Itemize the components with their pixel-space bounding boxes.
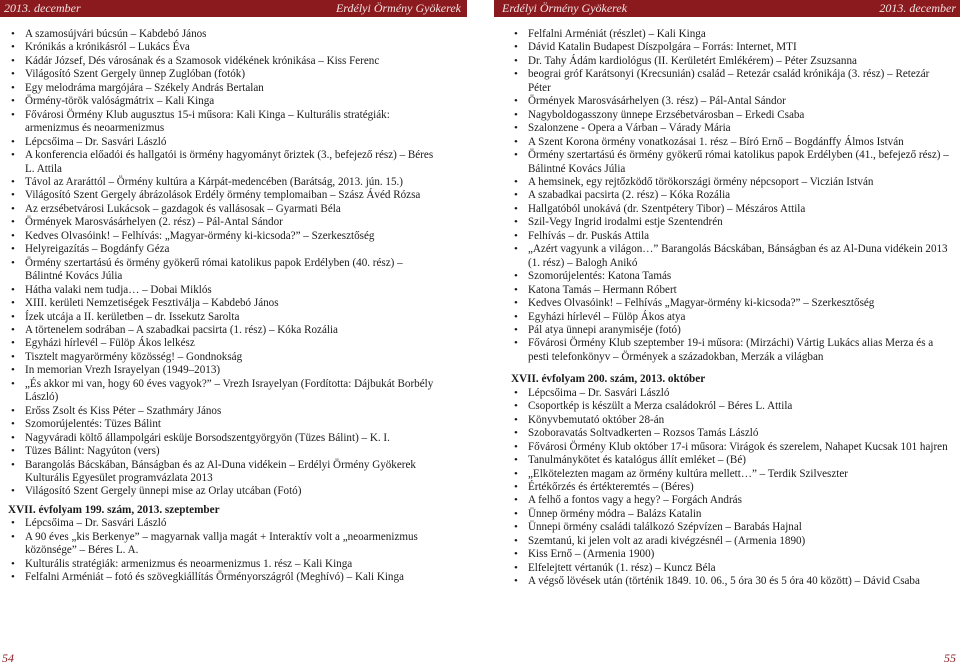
list-item: • Könyvbemutató október 28-án xyxy=(511,414,951,427)
list-item: • Szalonzene - Opera a Várban – Várady Mária xyxy=(511,122,951,135)
list-item: • Helyreigazítás – Bogdánfy Géza xyxy=(8,243,438,256)
list-item: • A 90 éves „kis Berkenye” – magyarnak vallja magát + Interaktív volt a „neoarmenizmus közönsége” – Béres L. A. xyxy=(8,531,438,558)
list-item: • Egyházi hírlevél – Fülöp Ákos lelkész xyxy=(8,337,438,350)
list-item: • Értékőrzés és értékteremtés – (Béres) xyxy=(511,481,951,494)
list-item: • Barangolás Bácskában, Bánságban és az Al-Duna vidékein – Erdélyi Örmény Gyökerek Kulturális Egyesület programvázlata 2013 xyxy=(8,459,438,486)
list-item: • Szomorújelentés: Tüzes Bálint xyxy=(8,418,438,431)
contents-list-left-1 xyxy=(8,28,438,499)
list-item: • Hátha valaki nem tudja… – Dobai Miklós xyxy=(8,284,438,297)
list-item: • Ízek utcája a II. kerületben – dr. Issekutz Sarolta xyxy=(8,311,438,324)
list-item: • Világosító Szent Gergely ünnep Zuglóban (fotók) xyxy=(8,68,438,81)
list-item: • Örmény szertartású és örmény gyökerű római katolikus papok Erdélyben (40. rész) – Bálintné Kovács Júlia xyxy=(8,257,438,284)
contents-list-right-1 xyxy=(511,28,951,364)
list-item: • Dr. Tahy Ádám kardiológus (II. Kerületért Emlékérem) – Péter Zsuzsanna xyxy=(511,55,951,68)
page-header-left xyxy=(0,0,467,17)
list-item: • Felfalni Arméniát – fotó és szövegkiállítás Örményországról (Meghívó) – Kali Kinga xyxy=(8,571,438,584)
list-item: • Nagyboldogasszony ünnepe Erzsébetvárosban – Erkedi Csaba xyxy=(511,109,951,122)
list-item: • Távol az Araráttól – Örmény kultúra a Kárpát-medencében (Barátság, 2013. jún. 15.) xyxy=(8,176,438,189)
list-item: • Fővárosi Örmény Klub augusztus 15-i műsora: Kali Kinga – Kulturális stratégiák: armenizmus és neoarmenizmus xyxy=(8,109,438,136)
list-item: • Fővárosi Örmény Klub szeptember 19-i műsora: (Mirzáchi) Vártig Lukács alias Merza és a pesti telefonkönyv – Örmények a századokban, Merzák a világban xyxy=(511,337,951,364)
page-header-right xyxy=(494,0,960,17)
list-item: • Tanulmánykötet és katalógus állít emléket – (Bé) xyxy=(511,454,951,467)
list-item: • Felhívás – dr. Puskás Attila xyxy=(511,230,951,243)
list-item: • Ünnepi örmény családi találkozó Szépvízen – Barabás Hajnal xyxy=(511,521,951,534)
list-item: • Örmény szertartású és örmény gyökerű római katolikus papok Erdélyben (41., befejező rész) – Bálintné Kovács Júlia xyxy=(511,149,951,176)
list-item: • Elfelejtett vértanúk (1. rész) – Kuncz Béla xyxy=(511,562,951,575)
list-item: • Világosító Szent Gergely ábrázolások Erdély örmény templomaiban – Szász Ávéd Rózsa xyxy=(8,189,438,202)
page-number-left: 54 xyxy=(2,651,14,665)
header-date-left: 2013. december xyxy=(4,1,81,15)
list-item: • Lépcsőima – Dr. Sasvári László xyxy=(8,517,438,530)
list-item: • A hemsinek, egy rejtőzködő törökországi örmény népcsoport – Viczián István xyxy=(511,176,951,189)
list-item: • Tisztelt magyarörmény közösség! – Gondnokság xyxy=(8,351,438,364)
list-item: • Csoportkép is készült a Merza családokról – Béres L. Attila xyxy=(511,400,951,413)
list-item: • Kedves Olvasóink! – Felhívás: „Magyar-örmény ki-kicsoda?” – Szerkesztőség xyxy=(8,230,438,243)
list-item: • beograi gróf Karátsonyi (Krecsunián) család – Retezár család krónikája (3. rész) – Retezár Péter xyxy=(511,68,951,95)
list-item: • Fővárosi Örmény Klub október 17-i műsora: Virágok és szerelem, Nahapet Kucsak 101 hajren xyxy=(511,441,951,454)
list-item: • Felfalni Arméniát (részlet) – Kali Kinga xyxy=(511,28,951,41)
list-item: • „Elkötelezten magam az örmény kultúra mellett…” – Terdik Szilveszter xyxy=(511,468,951,481)
list-item: • Lépcsőima – Dr. Sasvári László xyxy=(8,136,438,149)
list-item: • „És akkor mi van, hogy 60 éves vagyok?” – Vrezh Israyelyan (Fordította: Dájbukát Borbély László) xyxy=(8,378,438,405)
list-item: • A szamosújvári búcsún – Kabdebó János xyxy=(8,28,438,41)
list-item: • Világosító Szent Gergely ünnepi mise az Orlay utcában (Fotó) xyxy=(8,485,438,498)
issue-heading-199: XVII. évfolyam 199. szám, 2013. szeptember xyxy=(8,503,220,516)
list-item: • Ünnep örmény módra – Balázs Katalin xyxy=(511,508,951,521)
list-item: • Tüzes Bálint: Nagyúton (vers) xyxy=(8,445,438,458)
list-item: • Pál atya ünnepi aranymiséje (fotó) xyxy=(511,324,951,337)
list-item: • Lépcsőima – Dr. Sasvári László xyxy=(511,387,951,400)
list-item: • Dávid Katalin Budapest Díszpolgára – Forrás: Internet, MTI xyxy=(511,41,951,54)
list-item: • Egy melodráma margójára – Székely András Bertalan xyxy=(8,82,438,95)
contents-list-right-2 xyxy=(511,387,951,589)
list-item: • Kiss Ernő – (Armenia 1900) xyxy=(511,548,951,561)
list-item: • Örmények Marosvásárhelyen (2. rész) – Pál-Antal Sándor xyxy=(8,216,438,229)
list-item: • Örmények Marosvásárhelyen (3. rész) – Pál-Antal Sándor xyxy=(511,95,951,108)
list-item: • XIII. kerületi Nemzetiségek Fesztiválja – Kabdebó János xyxy=(8,297,438,310)
list-item: • A szabadkai pacsirta (2. rész) – Kóka Rozália xyxy=(511,189,951,202)
contents-list-left-2 xyxy=(8,517,438,584)
list-item: • A végső lövések után (történik 1849. 10. 06., 5 óra 30 és 5 óra 40 között) – Dávid Csaba xyxy=(511,575,951,588)
header-title-right: Erdélyi Örmény Gyökerek xyxy=(502,1,628,15)
list-item: • Erőss Zsolt és Kiss Péter – Szathmáry János xyxy=(8,405,438,418)
list-item: • Krónikás a krónikásról – Lukács Éva xyxy=(8,41,438,54)
list-item: • Szil-Vegy Ingrid irodalmi estje Szentendrén xyxy=(511,216,951,229)
list-item: • Hallgatóból unokává (dr. Szentpétery Tibor) – Mészáros Attila xyxy=(511,203,951,216)
list-item: • Örmény-török valóságmátrix – Kali Kinga xyxy=(8,95,438,108)
list-item: • In memorian Vrezh Israyelyan (1949–2013) xyxy=(8,364,438,377)
list-item: • Az erzsébetvárosi Lukácsok – gazdagok és vallásosak – Gyarmati Béla xyxy=(8,203,438,216)
header-title-left: Erdélyi Örmény Gyökerek xyxy=(335,1,461,15)
list-item: • Szoboravatás Soltvadkerten – Rozsos Tamás László xyxy=(511,427,951,440)
issue-heading-200: XVII. évfolyam 200. szám, 2013. október xyxy=(511,373,706,386)
list-item: • „Azért vagyunk a világon…” Barangolás Bácskában, Bánságban és az Al-Duna vidékein 2013 (1. rész) – Balogh Anikó xyxy=(511,243,951,270)
list-item: • Kádár József, Dés városának és a Szamosok vidékének krónikása – Kiss Ferenc xyxy=(8,55,438,68)
list-item: • A felhő a fontos vagy a hegy? – Forgách András xyxy=(511,494,951,507)
right-column xyxy=(511,28,951,589)
list-item: • Egyházi hírlevél – Fülöp Ákos atya xyxy=(511,311,951,324)
list-item: • Kedves Olvasóink! – Felhívás „Magyar-örmény ki-kicsoda?” – Szerkesztőség xyxy=(511,297,951,310)
list-item: • A Szent Korona örmény vonatkozásai 1. rész – Bíró Ernő – Bogdánffy Álmos István xyxy=(511,136,951,149)
list-item: • A törtenelem sodrában – A szabadkai pacsirta (1. rész) – Kóka Rozália xyxy=(8,324,438,337)
left-column xyxy=(8,28,438,585)
list-item: • Kulturális stratégiák: armenizmus és neoarmenizmus 1. rész – Kali Kinga xyxy=(8,558,438,571)
header-date-right: 2013. december xyxy=(879,1,956,15)
list-item: • Szomorújelentés: Katona Tamás xyxy=(511,270,951,283)
list-item: • A konferencia előadói és hallgatói is örmény hagyományt őriztek (3., befejező rész) – Béres L. Attila xyxy=(8,149,438,176)
page-number-right: 55 xyxy=(944,651,956,665)
list-item: • Katona Tamás – Hermann Róbert xyxy=(511,284,951,297)
list-item: • Szemtanú, ki jelen volt az aradi kivégzésnél – (Armenia 1890) xyxy=(511,535,951,548)
list-item: • Nagyváradi költő állampolgári esküje Borsodszentgyörgyön (Tüzes Bálint) – K. I. xyxy=(8,432,438,445)
